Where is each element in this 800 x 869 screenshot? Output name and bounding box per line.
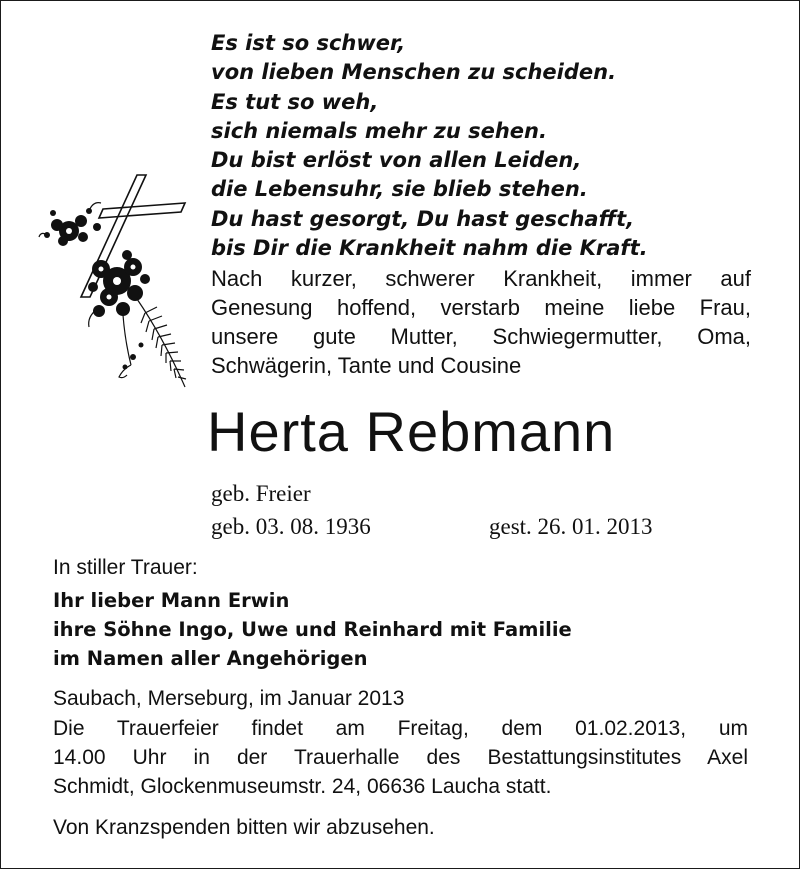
- funeral-details: [53, 714, 748, 801]
- mourner-line: Ihr lieber Mann Erwin: [53, 589, 290, 612]
- maiden-name: geb. Freier: [211, 481, 311, 506]
- death-date: gest. 26. 01. 2013: [489, 514, 653, 539]
- memorial-poem: [211, 29, 771, 263]
- place-and-date: Saubach, Merseburg, im Januar 2013: [53, 687, 405, 710]
- birth-date: geb. 03. 08. 1936: [211, 514, 371, 539]
- funeral-line: Schmidt, Glockenmuseumstr. 24, 06636 Laucha statt.: [53, 775, 552, 798]
- announcement-line: Nach kurzer, schwerer Krankheit, immer auf: [211, 266, 751, 291]
- announcement-line: unsere gute Mutter, Schwiegermutter, Oma,: [211, 324, 751, 349]
- funeral-line: 14.00 Uhr in der Trauerhalle des Bestattungsinstitutes Axel: [53, 746, 748, 769]
- life-dates: [211, 512, 691, 544]
- mourners-list: [53, 586, 753, 673]
- poem-line: Es tut so weh,: [211, 89, 379, 114]
- mourner-line: im Namen aller Angehörigen: [53, 647, 368, 670]
- deceased-name: Herta Rebmann: [207, 400, 616, 463]
- poem-line: von lieben Menschen zu scheiden.: [211, 60, 617, 85]
- funeral-line: Die Trauerfeier findet am Freitag, dem 01.02.2013, um: [53, 717, 748, 740]
- poem-line: Du hast gesorgt, Du hast geschafft,: [211, 206, 635, 231]
- announcement-text: [211, 264, 751, 380]
- poem-line: Es ist so schwer,: [211, 31, 406, 55]
- flowers-note: Von Kranzspenden bitten wir abzusehen.: [53, 816, 435, 839]
- poem-line: sich niemals mehr zu sehen.: [211, 118, 547, 143]
- announcement-line: Genesung hoffend, verstarb meine liebe Frau,: [211, 295, 751, 320]
- poem-line: Du bist erlöst von allen Leiden,: [211, 148, 582, 173]
- mourning-intro: In stiller Trauer:: [53, 556, 198, 579]
- announcement-line: Schwägerin, Tante und Cousine: [211, 353, 522, 378]
- poem-line: die Lebensuhr, sie blieb stehen.: [211, 177, 588, 202]
- cross-with-roses-icon: [37, 169, 197, 391]
- poem-line: bis Dir die Krankheit nahm die Kraft.: [211, 236, 648, 261]
- mourner-line: ihre Söhne Ingo, Uwe und Reinhard mit Familie: [53, 618, 572, 641]
